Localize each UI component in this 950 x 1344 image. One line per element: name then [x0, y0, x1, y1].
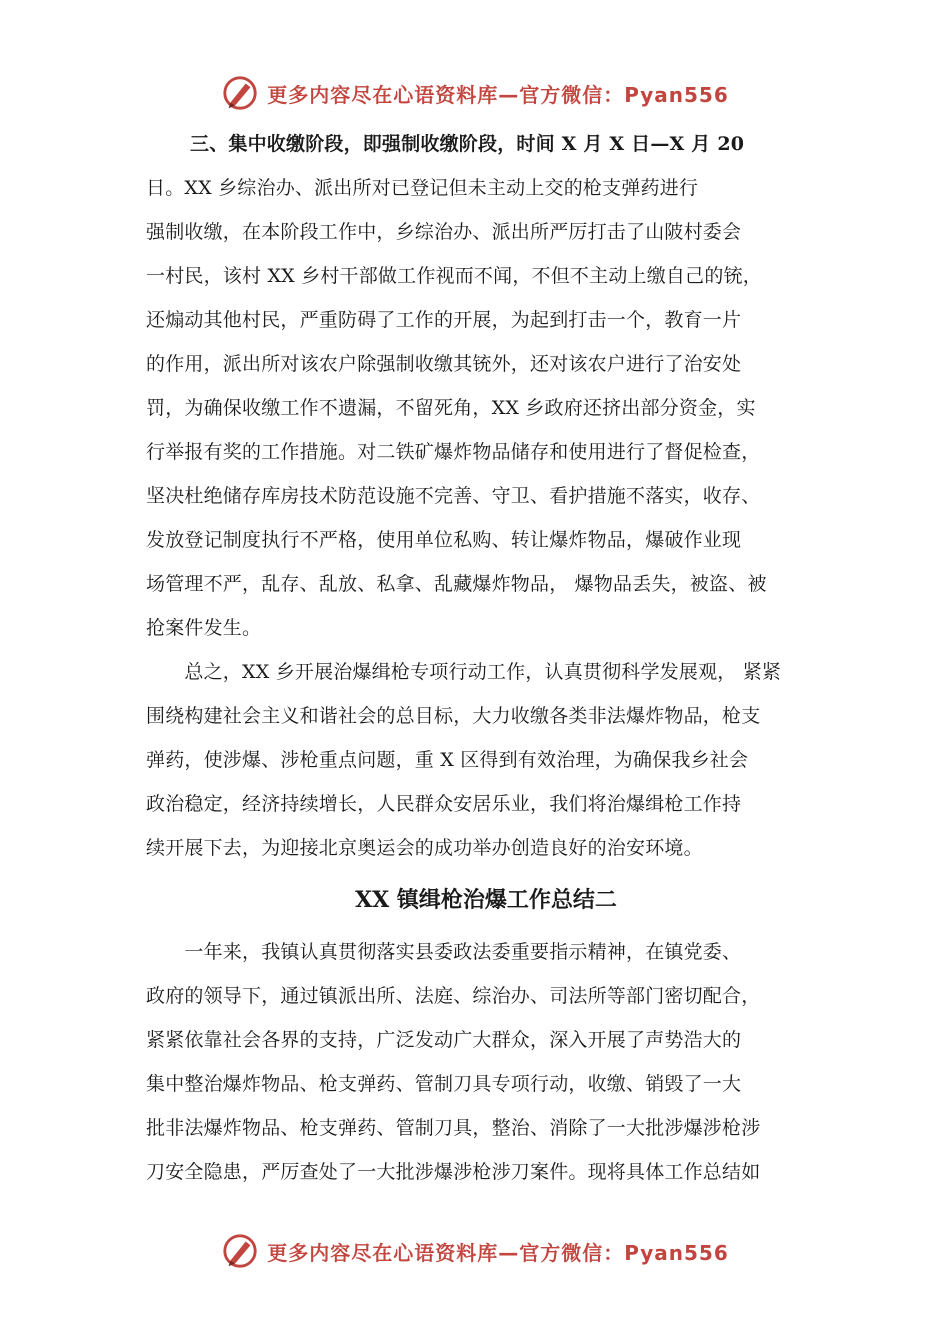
text-line: 一年来，我镇认真贯彻落实县委政法委重要指示精神，在镇党委、 — [146, 941, 742, 963]
text-line: 还煽动其他村民，严重防碍了工作的开展，为起到打击一个，教育一片 — [146, 309, 742, 331]
header-banner — [0, 68, 950, 118]
text-line: 弹药，使涉爆、涉枪重点问题，重 X 区得到有效治理，为确保我乡社会 — [146, 749, 749, 771]
text-line: 批非法爆炸物品、枪支弹药、管制刀具，整治、消除了一大批涉爆涉枪涉 — [146, 1117, 761, 1139]
text-line: 围绕构建社会主义和谐社会的总目标，大力收缴各类非法爆炸物品，枪支 — [146, 705, 761, 727]
text-line: 紧紧依靠社会各界的支持，广泛发动广大群众，深入开展了声势浩大的 — [146, 1029, 742, 1051]
text-line: 的作用，派出所对该农户除强制收缴其铳外，还对该农户进行了治安处 — [146, 353, 742, 375]
text-line: 政治稳定，经济持续增长，人民群众安居乐业，我们将治爆缉枪工作持 — [146, 793, 742, 815]
text-line: 坚决杜绝储存库房技术防范设施不完善、守卫、看护措施不落实，收存、 — [146, 485, 761, 507]
text-line: 场管理不严，乱存、乱放、私拿、乱藏爆炸物品， 爆物品丢失，被盗、被 — [146, 573, 767, 595]
text-line: 强制收缴，在本阶段工作中，乡综治办、派出所严厉打击了山陂村委会 — [146, 221, 742, 243]
pen-logo-icon — [221, 1232, 259, 1270]
banner-text: 更多内容尽在心语资料库—官方微信：Pyan556 — [267, 1240, 729, 1265]
text-line: 抢案件发生。 — [146, 617, 262, 639]
pen-logo-icon — [221, 74, 259, 112]
text-line: 政府的领导下，通过镇派出所、法庭、综治办、司法所等部门密切配合， — [146, 985, 761, 1007]
intro-paragraph — [146, 930, 826, 1194]
section3-paragraph — [146, 122, 826, 650]
document-body — [146, 122, 826, 1194]
section-heading: XX 镇缉枪治爆工作总结二 — [355, 887, 617, 913]
text-line: 行举报有奖的工作措施。对二铁矿爆炸物品储存和使用进行了督促检查， — [146, 441, 761, 463]
text-line: 刀安全隐患，严厉查处了一大批涉爆涉枪涉刀案件。现将具体工作总结如 — [146, 1161, 761, 1183]
text-line: 一村民，该村 XX 乡村干部做工作视而不闻，不但不主动上缴自己的铳， — [146, 265, 762, 287]
text-line: 日。XX 乡综治办、派出所对已登记但未主动上交的枪支弹药进行 — [146, 177, 699, 199]
banner-text: 更多内容尽在心语资料库—官方微信：Pyan556 — [267, 82, 729, 107]
text-line: 罚，为确保收缴工作不遗漏，不留死角，XX 乡政府还挤出部分资金，实 — [146, 397, 756, 419]
text-line: 三、集中收缴阶段，即强制收缴阶段，时间 X 月 X 日—X 月 20 — [190, 133, 745, 155]
footer-banner — [0, 1226, 950, 1276]
text-line: 集中整治爆炸物品、枪支弹药、管制刀具专项行动，收缴、销毁了一大 — [146, 1073, 742, 1095]
text-line: 总之，XX 乡开展治爆缉枪专项行动工作，认真贯彻科学发展观， 紧紧 — [146, 661, 782, 683]
text-line: 发放登记制度执行不严格，使用单位私购、转让爆炸物品，爆破作业现 — [146, 529, 742, 551]
text-line: 续开展下去，为迎接北京奥运会的成功举办创造良好的治安环境。 — [146, 837, 703, 859]
summary-paragraph — [146, 650, 826, 870]
